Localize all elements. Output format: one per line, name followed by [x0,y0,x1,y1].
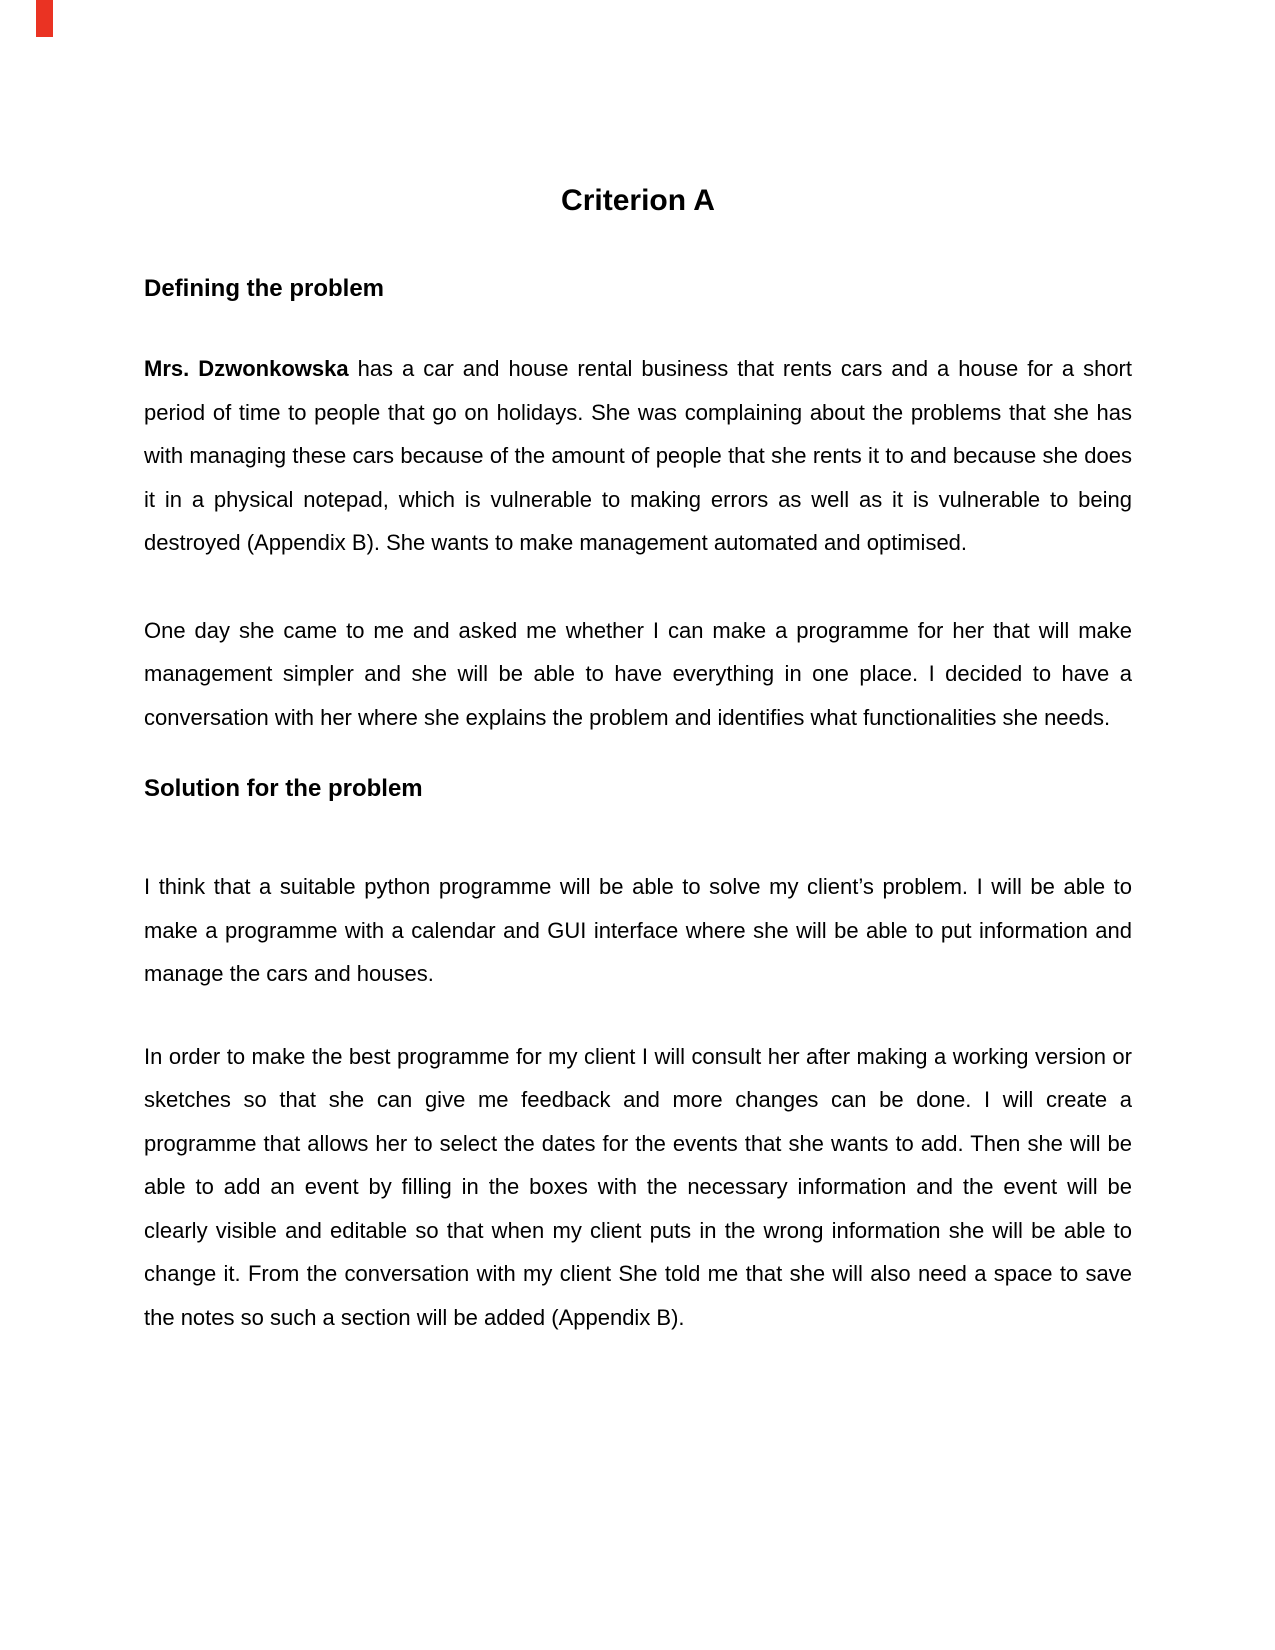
paragraph-text: I think that a suitable python programme will be able to solve my client’s problem. I will be able to make a programme with a calendar and GUI interface where she will be able to put information and manage the cars and houses. [144,874,1132,986]
paragraph-text: has a car and house rental business that rents cars and a house for a short period of time to people that go on holidays. She was complaining about the problems that she has with managing these cars because of the amount of people that she rents it to and because she does it in a physical notepad, which is vulnerable to making errors as well as it is vulnerable to being destroyed (Appendix B). She wants to make management automated and optimised. [144,356,1132,555]
document-title: Criterion A [561,184,715,217]
section-heading-solution-for-the-problem: Solution for the problem [144,775,423,802]
section-heading-defining-the-problem: Defining the problem [144,275,384,302]
paragraph-client-request [144,609,1132,740]
paragraph-solution-details [144,1035,1132,1340]
paragraph-text: One day she came to me and asked me whether I can make a programme for her that will make management simpler and she will be able to have everything in one place. I decided to have a conversation with her where she explains the problem and identifies what functionalities she needs. [144,617,1132,730]
paragraph-text: In order to make the best programme for my client I will consult her after making a working version or sketches so that she can give me feedback and more changes can be done. I will create a programme that allows her to select the dates for the events that she wants to add. Then she will be able to add an event by filling in the boxes with the necessary information and the event will be clearly visible and editable so that when my client puts in the wrong information she will be able to change it. From the conversation with my client She told me that she will also need a space to save the notes so such a section will be added (Appendix B). [144,1043,1132,1330]
paragraph-solution-overview [144,865,1132,996]
paragraph-problem-description [144,347,1132,565]
red-marker [36,0,53,37]
document-content [144,0,1132,1339]
client-name-bold: Mrs. Dzwonkowska [144,356,349,381]
